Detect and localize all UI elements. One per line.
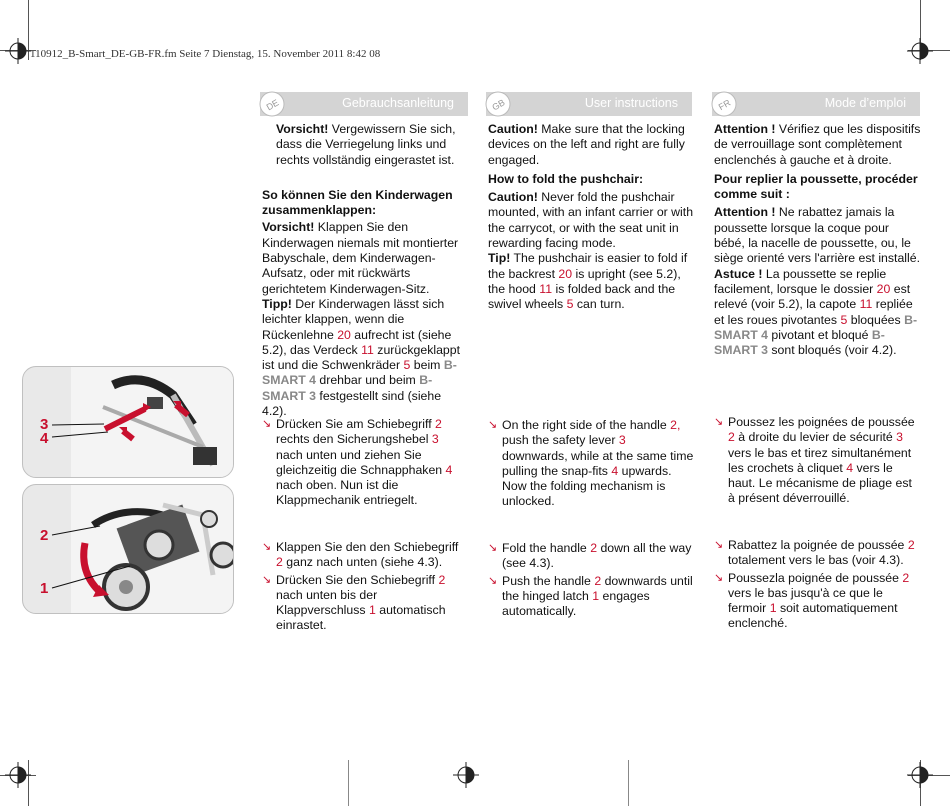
registration-mark-icon [453, 762, 479, 788]
step-fr-1: ↘ Poussez les poignées de poussée 2 à droite du levier de sécurité 3 vers le bas et tirez simultanément les crochets à cliquet 4 vers le haut. Le mécanisme de pliage est à présent déverrouillé. [714, 415, 915, 506]
header-bar-fr [712, 92, 920, 116]
section-heading: So können Sie den Kinderwagen zusammenklappen: [262, 187, 453, 218]
step-arrow-icon: ↘ [488, 574, 498, 587]
lang-badge-icon [258, 90, 286, 118]
lang-code: FR [716, 97, 733, 113]
step-arrow-icon: ↘ [262, 418, 272, 430]
callout-leader-lines [0, 0, 240, 620]
registration-mark-icon [907, 762, 933, 788]
lang-badge-icon [710, 90, 738, 118]
caution-paragraph: Vorsicht! Klappen Sie den Kinderwagen niemals mit montierter Babyschale, dem Kinderwagen-Aufsatz, oder mit rückwärts gerichtetem Kinderwagen-Sitz. [262, 220, 459, 296]
caution-paragraph: Vorsicht! Vergewissern Sie sich, dass die Verriegelung links und rechts vollständig eingerastet ist. [276, 122, 456, 167]
step-arrow-icon: ↘ [714, 416, 724, 428]
tip-paragraph: Astuce ! La poussette se replie facilement, lorsque le dossier 20 est relevé (voir 5.2), la capote 11 repliée et les roues pivotantes 5 bloquées B-SMART 4 pivotant et bloqué B-SMART 3 sont bloqués (voir 4.2). [714, 266, 918, 358]
caution-paragraph: Caution! Make sure that the locking devices on the left and right are fully engaged. [488, 122, 685, 167]
step-arrow-icon: ↘ [488, 419, 498, 431]
step-arrow-icon: ↘ [488, 542, 498, 554]
column-title: Gebrauchsanleitung [342, 96, 454, 110]
fold-mark [628, 760, 629, 806]
registration-mark-icon [907, 38, 933, 64]
tip-paragraph: Tipp! Der Kinderwagen lässt sich leichter klappen, wenn die Rückenlehne 20 aufrecht ist (siehe 5.2), das Verdeck 11 zurückgeklappt ist und die Schwenkräder 5 beim B-SMART 4 drehbar und beim B-SMART 3 festgestellt sind (siehe 4.2). [262, 296, 461, 419]
step-gb-1: ↘ On the right side of the handle 2, push the safety lever 3 downwards, while at the same time pulling the snap-fits 4 upwards. Now the folding mechanism is unlocked. [488, 418, 694, 509]
caution-paragraph: Attention ! Ne rabattez jamais la poussette lorsque la coque pour bébé, la nacelle de poussette, ou, le siège orienté vers l'arrière est installé. [714, 205, 921, 266]
step-de-1: ↘ Drücken Sie am Schiebegriff 2 rechts den Sicherungshebel 3 nach unten und ziehen Sie gleichzeitig die Schnapphaken 4 nach oben. Nun ist die Klappmechanik entriegelt. [262, 417, 453, 508]
step-arrow-icon: ↘ [262, 541, 272, 553]
header-bar-gb [486, 92, 692, 116]
lang-code: DE [264, 97, 281, 113]
lang-badge-icon [484, 90, 512, 118]
callout-3: 3 [40, 416, 49, 433]
step-gb-2: ↘ Fold the handle 2 down all the way (see 4.3). ↘ Push the handle 2 downwards until the hinged latch 1 engages automatically. [488, 541, 693, 619]
callout-2: 2 [40, 527, 49, 544]
step-arrow-icon: ↘ [714, 571, 724, 584]
column-title: Mode d’emploi [824, 96, 906, 110]
callout-1: 1 [40, 580, 49, 597]
section-heading: Pour replier la poussette, procéder comme suit : [714, 171, 918, 202]
callout-4: 4 [40, 430, 49, 447]
column-title: User instructions [584, 96, 678, 110]
step-arrow-icon: ↘ [714, 539, 724, 551]
section-heading: How to fold the pushchair: [488, 171, 644, 186]
tip-paragraph: Tip! The pushchair is easier to fold if the backrest 20 is upright (see 5.2), the hood 11 is folded back and the swivel wheels 5 can turn. [488, 251, 688, 312]
header-bar-de [260, 92, 468, 116]
registration-mark-icon [5, 762, 31, 788]
step-de-2: ↘ Klappen Sie den den Schiebegriff 2 ganz nach unten (siehe 4.3). ↘ Drücken Sie den Schiebegriff 2 nach unten bis der Klappverschluss 1 automatisch einrastet. [262, 540, 459, 633]
column-gb [488, 122, 694, 313]
caution-paragraph: Attention ! Vérifiez que les dispositifs de verrouillage sont complètement enclenchés à gauche et à droite. [714, 122, 921, 167]
step-fr-2: ↘ Rabattez la poignée de poussée 2 totalement vers le bas (voir 4.3). ↘ Poussezla poignée de poussée 2 vers le bas jusqu'à ce que le fermoir 1 soit automatiquement enclenché. [714, 538, 915, 631]
lang-code: GB [490, 97, 507, 113]
column-fr [714, 122, 922, 358]
print-header: 110912_B-Smart_DE-GB-FR.fm Seite 7 Dienstag, 15. November 2011 8:42 08 [30, 48, 381, 60]
column-de [262, 122, 468, 419]
fold-mark [348, 760, 349, 806]
step-arrow-icon: ↘ [262, 573, 272, 586]
caution-paragraph: Caution! Never fold the pushchair mounted, with an infant carrier or with the carrycot, or with the seat unit in rewarding facing mode. [488, 190, 694, 251]
